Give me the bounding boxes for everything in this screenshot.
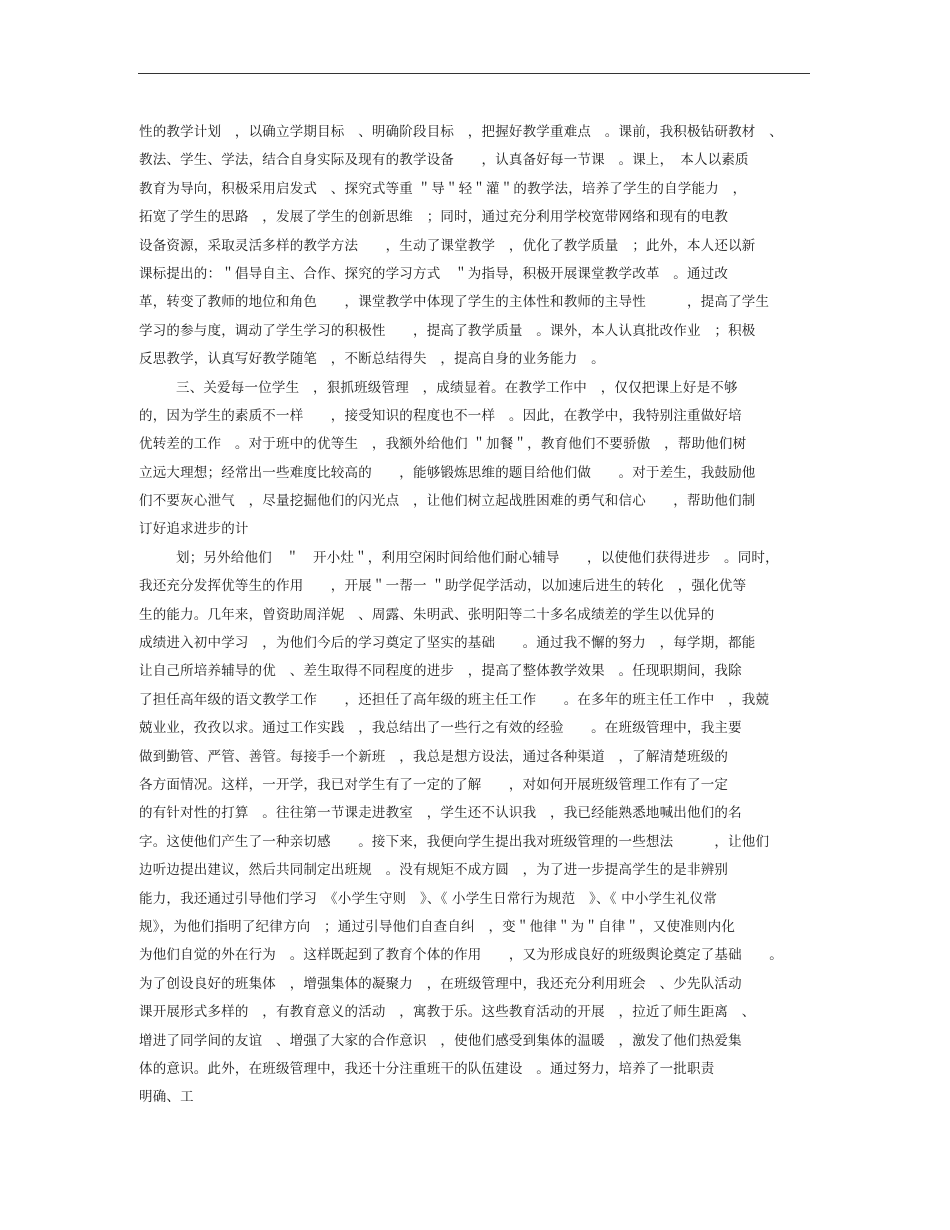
text-line: 优转差的工作 。对于班中的优等生 ，我额外给他们 ＂加餐＂，教育他们不要骄傲 ，帮助他们树 — [139, 436, 747, 453]
text-line: 革，转变了教师的地位和角色 ，课堂教学中体现了学生的主体性和教师的主导性 ，提高了学生 — [139, 294, 770, 311]
text-line: 字。这使他们产生了一种亲切感 。接下来，我便向学生提出我对班级管理的一些想法 ，让他们 — [139, 833, 770, 850]
text-line: 设备资源，采取灵活多样的教学方法 ，生动了课堂教学 ，优化了教学质量 ；此外，本人还以新 — [139, 237, 756, 254]
text-line: 订好追求进步的计 — [139, 521, 249, 538]
text-line: 为他们自觉的外在行为 。这样既起到了教育个体的作用 ，又为形成良好的班级舆论奠定了基础 。 — [139, 947, 783, 964]
text-line: 成绩进入初中学习 ，为他们今后的学习奠定了坚实的基础 。通过我不懈的努力 ，每学期，都能 — [139, 635, 756, 652]
text-line: 了担任高年级的语文教学工作 ，还担任了高年级的班主任工作 。在多年的班主任工作中 ，我兢 — [139, 691, 770, 708]
text-line: 兢业业，孜孜以求。通过工作实践 ，我总结出了一些行之有效的经验 。在班级管理中，我主要 — [139, 720, 742, 737]
text-line: 的，因为学生的素质不一样 ，接受知识的程度也不一样 。因此，在教学中，我特别注重做好培 — [139, 407, 742, 424]
text-line: 课开展形式多样的 ，有教育意义的活动 ，寓教于乐。这些教育活动的开展 ，拉近了师生距离 、 — [139, 1004, 756, 1021]
text-line: 的有针对性的打算 。往往第一节课走进教室 ，学生还不认识我 ，我已经能熟悉地喊出他们的名 — [139, 805, 742, 822]
text-line: 反思教学，认真写好教学随笔 ，不断总结得失 ，提高自身的业务能力 。 — [139, 351, 605, 368]
text-line: 三、关爱每一位学生 ，狠抓班级管理 ，成绩显着。在教学工作中 ，仅仅把课上好是不够 — [176, 379, 738, 396]
text-line: 课标提出的：＂倡导自主、合作、探究的学习方式 ＂为指导，积极开展课堂教学改革 。通过改 — [139, 265, 729, 282]
text-line: 我还充分发挥优等生的作用 ，开展＂一帮一 ＂助学促学活动，以加速后进生的转化 ，强化优等 — [139, 578, 747, 595]
body-text — [139, 118, 829, 1112]
text-line: 做到勤管、严管、善管。每接手一个新班 ，我总是想方设法，通过各种渠道 ，了解清楚班级的 — [139, 748, 729, 765]
text-line: 立远大理想；经常出一些难度比较高的 ，能够锻炼思维的题目给他们做 。对于差生，我鼓励他 — [139, 464, 756, 481]
text-line: 边听边提出建议，然后共同制定出班规 。没有规矩不成方圆 ，为了进一步提高学生的是非辨别 — [139, 862, 729, 879]
text-line: 体的意识。此外，在班级管理中，我还十分注重班干的队伍建设 。通过努力，培养了一批职责 — [139, 1060, 715, 1077]
text-line: 教法、学生、学法，结合自身实际及现有的教学设备 ，认真备好每一节课 。课上， 本人以素质 — [139, 152, 749, 169]
text-line: 规》，为他们指明了纪律方向 ；通过引导他们自查自纠 ，变＂他律＂为＂自律＂，又使准则内化 — [139, 918, 736, 935]
text-line: 为了创设良好的班集体 ，增强集体的凝聚力 ，在班级管理中，我还充分利用班会 、少先队活动 — [139, 975, 742, 992]
text-line: 拓宽了学生的思路 ，发展了学生的创新思维 ；同时，通过充分利用学校宽带网络和现有的电教 — [139, 209, 729, 226]
text-line: 划；另外给他们 ＂ 开小灶＂，利用空闲时间给他们耐心辅导 ，以使他们获得进步 。同时， — [176, 549, 779, 566]
text-line: 教育为导向，积极采用启发式 、探究式等重 ＂导＂轻＂灌＂的教学法，培养了学生的自学能力 ， — [139, 180, 747, 197]
text-line: 生的能力。几年来，曾资助周洋妮 、周露、朱明武、张明阳等二十多名成绩差的学生以优异的 — [139, 606, 715, 623]
header-rule — [138, 73, 810, 74]
text-line: 增进了同学间的友谊 、增强了大家的合作意识 ，使他们感受到集体的温暖 ，激发了他们热爱集 — [139, 1032, 742, 1049]
text-line: 明确、工 — [139, 1089, 194, 1106]
text-line: 让自己所培养辅导的优 、差生取得不同程度的进步 ，提高了整体教学效果 。任现职期间，我除 — [139, 663, 742, 680]
text-line: 各方面情况。这样，一开学，我已对学生有了一定的了解 ，对如何开展班级管理工作有了一定 — [139, 776, 729, 793]
text-line: 们不要灰心泄气 ，尽量挖掘他们的闪光点 ，让他们树立起战胜困难的勇气和信心 ，帮助他们制 — [139, 493, 756, 510]
text-line: 能力，我还通过引导他们学习 《小学生守则 》、《 小学生日常行为规范 》、《 中小学生礼仪常 — [139, 890, 718, 907]
text-line: 学习的参与度，调动了学生学习的积极性 ，提高了教学质量 。课外，本人认真批改作业 ；积极 — [139, 322, 756, 339]
text-line: 性的教学计划 ，以确立学期目标 、明确阶段目标 ，把握好教学重难点 。课前，我积极钻研教材 、 — [139, 124, 783, 140]
